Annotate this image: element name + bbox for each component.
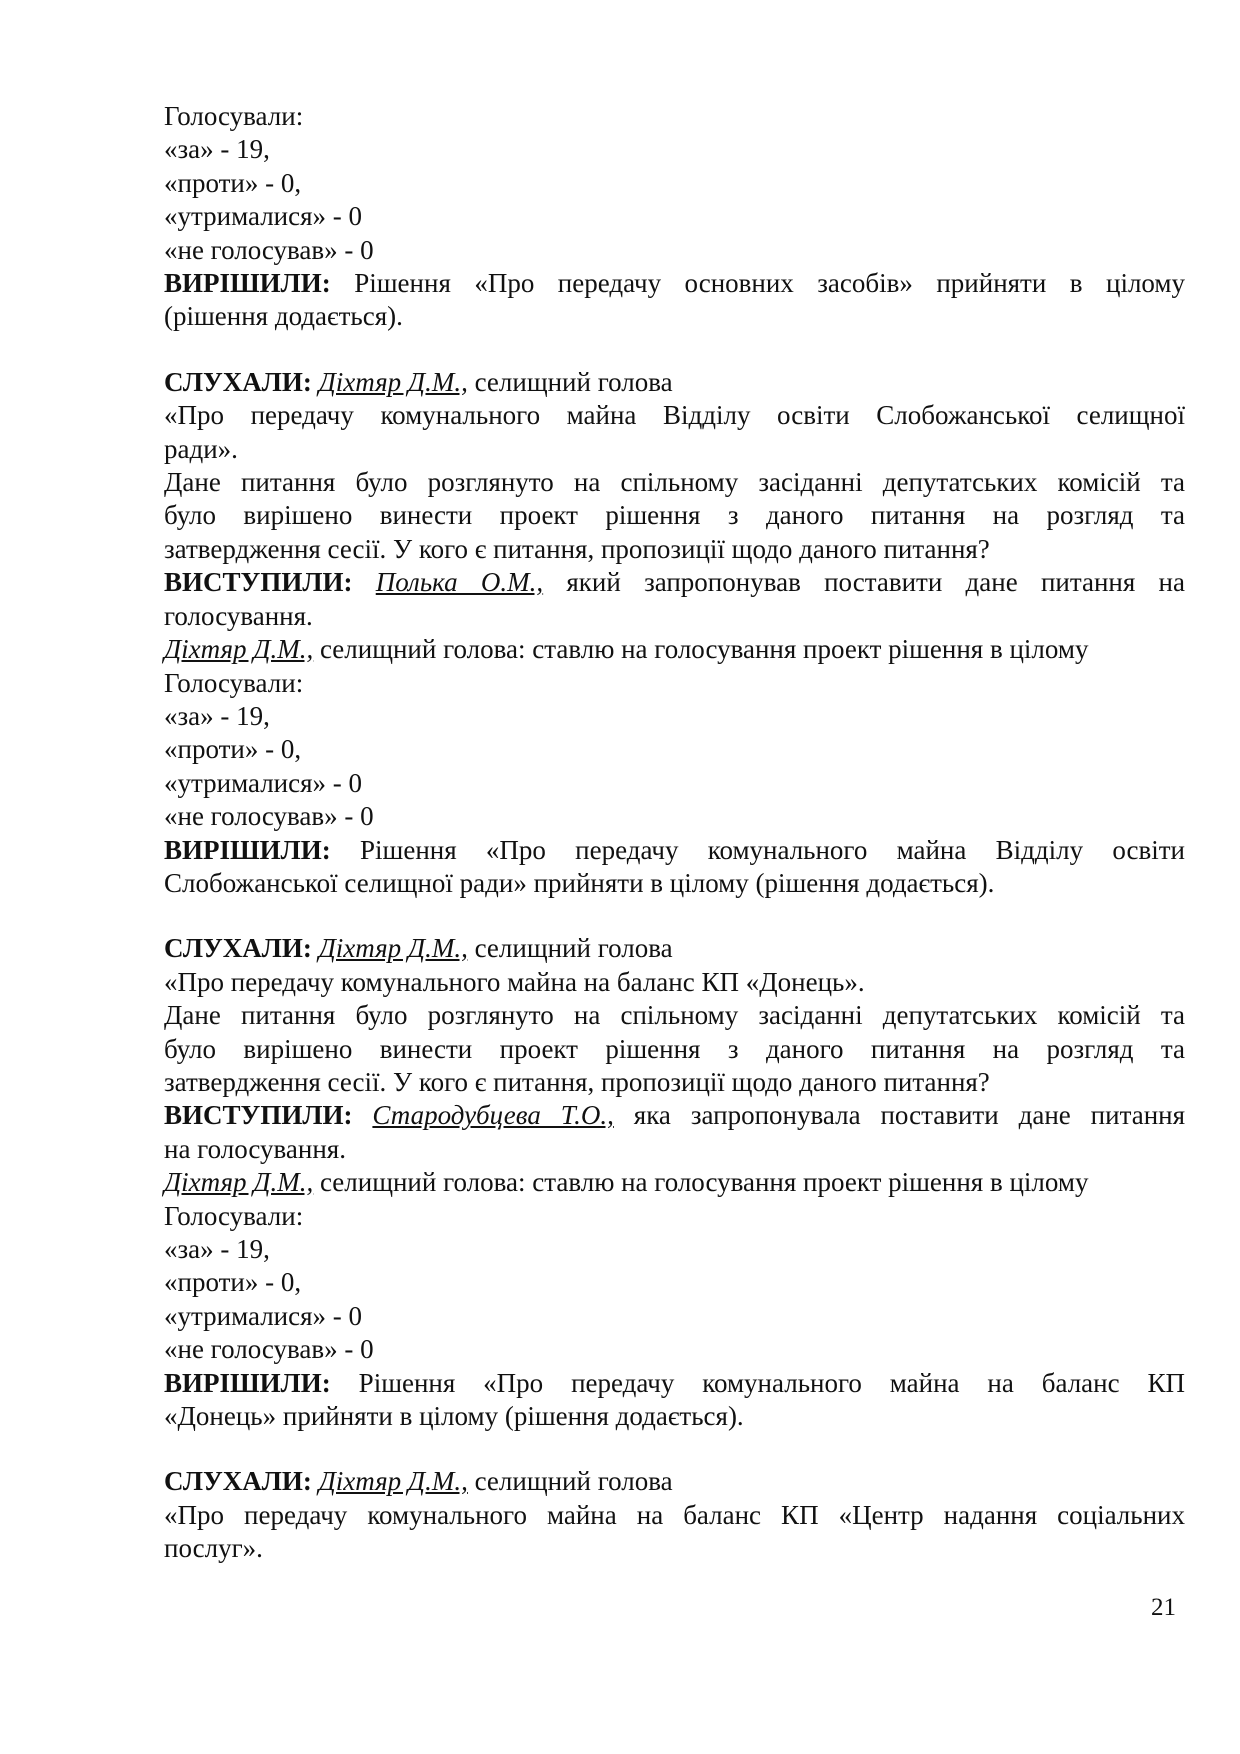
item-title: «Про передачу комунального майна на баланс КП «Донець». — [164, 966, 865, 997]
spoke-text-continued: на голосування. — [164, 1133, 346, 1164]
heard-label: СЛУХАЛИ: — [164, 933, 312, 964]
heard-line — [164, 1465, 1185, 1498]
item-body: затвердження сесії. У кого є питання, пропозиції щодо даного питання? — [164, 1066, 990, 1097]
section-spacer — [164, 900, 1185, 932]
spoke-line — [164, 1099, 1185, 1132]
vote-abstained: «утрималися» - 0 — [164, 201, 363, 232]
speaker-name: Стародубцева Т.О., — [372, 1100, 614, 1131]
heard-label: СЛУХАЛИ: — [164, 1466, 312, 1497]
section-spacer — [164, 1433, 1185, 1465]
vote-not-voted: «не голосував» - 0 — [164, 801, 374, 832]
speaker-name: Діхтяр Д.М., — [318, 366, 468, 397]
vote-abstained: «утрималися» - 0 — [164, 767, 363, 798]
item-body: було вирішено винести проект рішення з даного питання на розгляд та — [164, 500, 1185, 531]
vote-against: «проти» - 0, — [164, 734, 302, 765]
decision-text-continued: Слобожанської селищної ради» прийняти в цілому (рішення додається). — [164, 867, 995, 898]
document-page — [164, 100, 1185, 1566]
page-number: 21 — [1151, 1594, 1176, 1621]
vote-for: «за» - 19, — [164, 1234, 270, 1264]
chair-line — [164, 633, 1185, 666]
chair-text: селищний голова: ставлю на голосування проект рішення в цілому — [313, 1167, 1089, 1198]
spoke-text-continued: голосування. — [164, 600, 313, 631]
vote-abstained: «утрималися» - 0 — [164, 1300, 363, 1331]
item-title-continued: послуг». — [164, 1533, 263, 1564]
item-body: Дане питання було розглянуто на спільному засіданні депутатських комісій та — [164, 1000, 1185, 1031]
item-body: затвердження сесії. У кого є питання, пропозиції щодо даного питання? — [164, 533, 990, 564]
speaker-name: Діхтяр Д.М., — [318, 1466, 468, 1497]
item-body: було вирішено винести проект рішення з даного питання на розгляд та — [164, 1033, 1185, 1064]
chair-line — [164, 1166, 1185, 1199]
speaker-role: селищний голова — [467, 933, 673, 964]
speaker-name: Діхтяр Д.М., — [318, 933, 468, 964]
spoke-line — [164, 566, 1185, 599]
item-body: Дане питання було розглянуто на спільному засіданні депутатських комісій та — [164, 467, 1185, 498]
decision-text-continued: «Донець» прийняти в цілому (рішення додається). — [164, 1401, 744, 1432]
decision-line — [164, 834, 1185, 867]
chair-name: Діхтяр Д.М., — [164, 634, 314, 665]
spoke-label: ВИСТУПИЛИ: — [164, 1100, 353, 1131]
vote-against: «проти» - 0, — [164, 1267, 302, 1298]
decision-line — [164, 267, 1185, 300]
decision-label: ВИРІШИЛИ: — [164, 834, 331, 865]
vote-for: «за» - 19, — [164, 134, 270, 165]
decision-text: Рішення «Про передачу комунального майна Відділу освіти — [330, 834, 1185, 865]
chair-name: Діхтяр Д.М., — [164, 1167, 314, 1198]
item-title: «Про передачу комунального майна на баланс КП «Центр надання соціальних — [164, 1499, 1185, 1530]
heard-line — [164, 366, 1185, 399]
speaker-name: Полька О.М., — [375, 567, 544, 598]
item-title-continued: ради». — [164, 433, 238, 464]
decision-text: Рішення «Про передачу основних засобів» прийняти в цілому — [330, 268, 1185, 299]
spoke-text: яка запропонувала поставити дане питання — [613, 1100, 1186, 1131]
spoke-label: ВИСТУПИЛИ: — [164, 567, 353, 598]
speaker-role: селищний голова — [467, 366, 673, 397]
chair-text: селищний голова: ставлю на голосування проект рішення в цілому — [313, 634, 1089, 665]
item-title: «Про передачу комунального майна Відділу освіти Слобожанської селищної — [164, 400, 1185, 431]
decision-line — [164, 1367, 1185, 1400]
speaker-role: селищний голова — [467, 1466, 673, 1497]
decision-label: ВИРІШИЛИ: — [164, 1367, 331, 1398]
vote-heading: Голосували: — [164, 667, 304, 698]
heard-line — [164, 932, 1185, 965]
decision-text-continued: (рішення додається). — [164, 301, 403, 332]
decision-label: ВИРІШИЛИ: — [164, 268, 331, 299]
vote-not-voted: «не голосував» - 0 — [164, 234, 374, 265]
decision-text: Рішення «Про передачу комунального майна на баланс КП — [330, 1367, 1185, 1398]
vote-not-voted: «не голосував» - 0 — [164, 1334, 374, 1365]
section-spacer — [164, 334, 1185, 366]
vote-for: «за» - 19, — [164, 700, 270, 731]
heard-label: СЛУХАЛИ: — [164, 366, 312, 397]
spoke-text: який запропонував поставити дане питання на — [543, 567, 1185, 598]
vote-heading: Голосували: — [164, 1200, 304, 1231]
vote-against: «проти» - 0, — [164, 167, 302, 198]
vote-heading: Голосували: — [164, 101, 304, 131]
